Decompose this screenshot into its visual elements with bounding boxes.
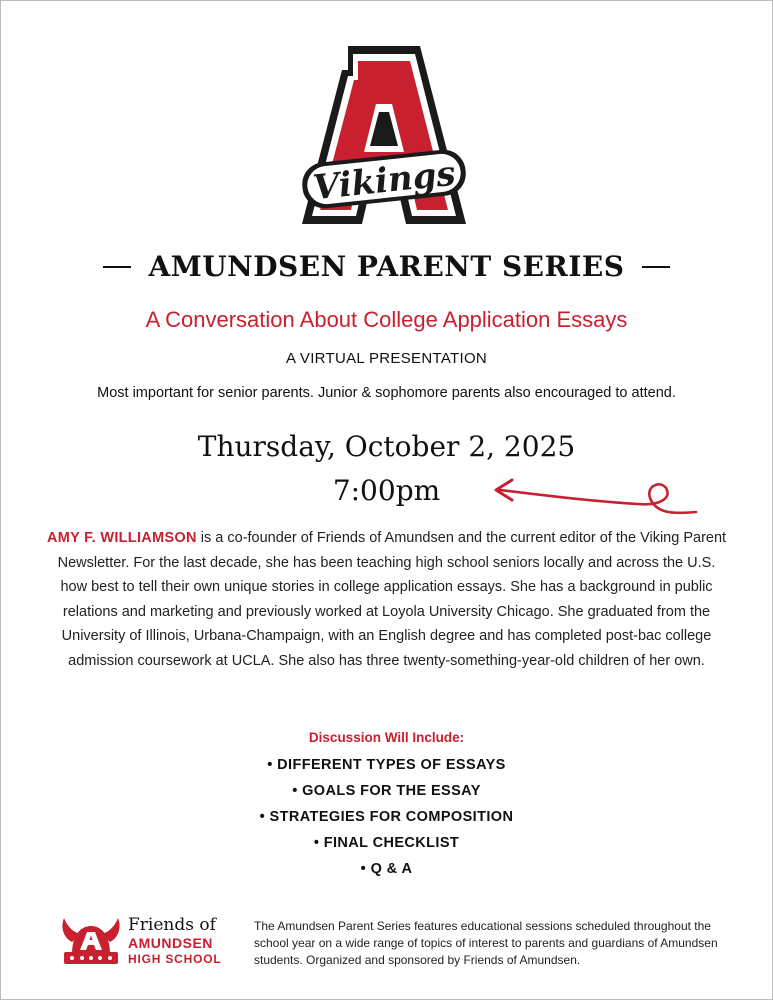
title-dash-left [103, 266, 131, 268]
event-time: 7:00pm [332, 474, 441, 507]
friends-of-amundsen-logo [58, 916, 248, 972]
series-title-row [0, 250, 773, 283]
viking-helmet-icon [58, 916, 124, 968]
list-item: • STRATEGIES FOR COMPOSITION [259, 809, 514, 825]
presenter-bio [46, 526, 727, 673]
decorative-arrow-icon [488, 462, 700, 524]
discussion-heading: Discussion Will Include: [308, 730, 465, 745]
footer-logo-line2: AMUNDSEN [128, 935, 213, 951]
list-item: • Q & A [360, 861, 413, 877]
list-item: • GOALS FOR THE ESSAY [292, 783, 481, 799]
logo-wordmark: Vikings [311, 153, 458, 209]
presenter-name: AMY F. WILLIAMSON [46, 530, 197, 546]
series-title: AMUNDSEN PARENT SERIES [148, 250, 625, 283]
list-item: • FINAL CHECKLIST [313, 835, 460, 851]
discussion-list [0, 752, 773, 882]
event-date: Thursday, October 2, 2025 [197, 430, 576, 463]
bio-text: is a co-founder of Friends of Amundsen and the current editor of the Viking Parent Newsletter. For the last decade, she has been teaching high school seniors locally and across the U.S. how best to tell their own unique stories in college application essays. She has a background in public relations and marketing and previously worked at Loyola University Chicago. She graduated from the University of Illinois, Urbana-Champaign, with an English degree and has completed post-bac college admission coursework at UCLA. She also has three twenty-something-year-old children of her own. [57, 530, 727, 669]
title-dash-right [642, 266, 670, 268]
footer-logo-line1: Friends of [128, 915, 216, 935]
footer-logo-line3: HIGH SCHOOL [128, 952, 222, 966]
audience-note: Most important for senior parents. Junior & sophomore parents also encouraged to attend. [97, 385, 676, 401]
footer-note: The Amundsen Parent Series features educational sessions scheduled throughout the school year on a wide range of topics of interest to parents and guardians of Amundsen students. Organized and sponsored by Friends of Amundsen. [254, 919, 718, 967]
list-item: • DIFFERENT TYPES OF ESSAYS [267, 757, 506, 773]
presentation-format: A VIRTUAL PRESENTATION [285, 350, 488, 367]
event-subtitle: A Conversation About College Application Essays [145, 307, 628, 332]
vikings-a-logo [296, 44, 472, 234]
